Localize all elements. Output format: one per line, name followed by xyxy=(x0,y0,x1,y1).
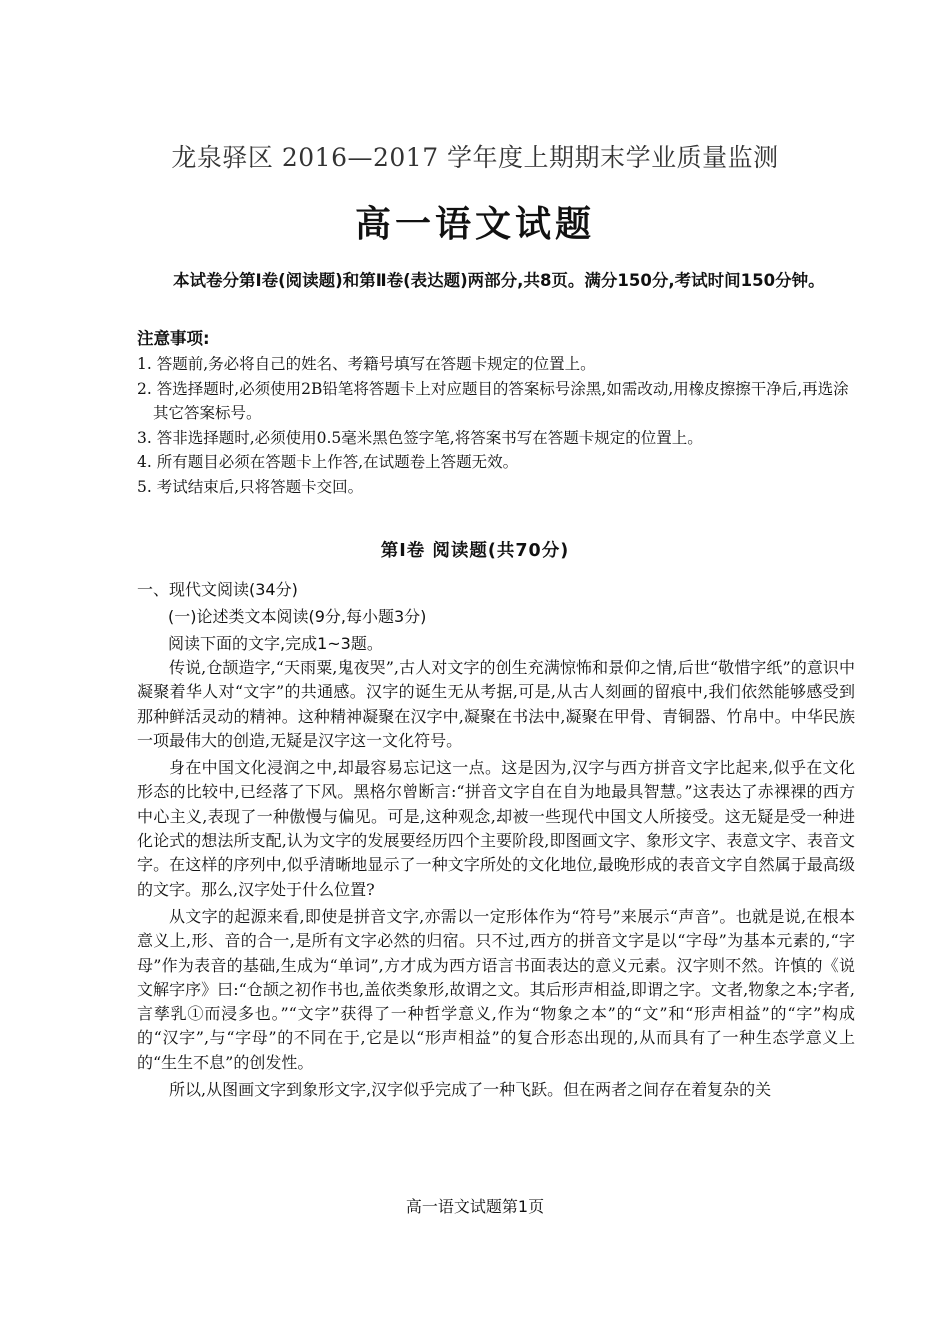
exam-header: 龙泉驿区 2016—2017 学年度上期期末学业质量监测 xyxy=(171,143,779,172)
page-title: 高一语文试题 xyxy=(354,204,595,245)
notes-item: 4. 所有题目必须在答题卡上作答,在试题卷上答题无效。 xyxy=(137,453,519,471)
paragraph: 身在中国文化浸润之中,却最容易忘记这一点。这是因为,汉字与西方拼音文字比起来,似乎在文化形态的比较中,已经落了下风。黑格尔曾断言:“拼音文字自在自为地最具智慧。”这表达了赤裸裸的西方中心主义,表现了一种傲慢与偏见。可是,这种观念,却被一些现代中国文人所接受。这无疑是受一种进化论式的想法所支配,认为文字的发展要经历四个主要阶段,即图画文字、象形文字、表意文字、表音文字。在这样的序列中,似乎清晰地显示了一种文字所处的文化地位,最晚形成的表音文字自然属于最高级的文字。那么,汉字处于什么位置? xyxy=(137,758,855,899)
notes-item: 2. 答选择题时,必须使用2B铅笔将答题卡上对应题目的答案标号涂黑,如需改动,用橡皮擦擦干净后,再选涂其它答案标号。 xyxy=(137,379,849,422)
exam-intro: 本试卷分第Ⅰ卷(阅读题)和第Ⅱ卷(表达题)两部分,共8页。满分150分,考试时间150分钟。 xyxy=(173,271,825,290)
instruction: 阅读下面的文字,完成1~3题。 xyxy=(168,634,383,653)
notes-heading: 注意事项: xyxy=(137,329,210,348)
paragraph: 所以,从图画文字到象形文字,汉字似乎完成了一种飞跃。但在两者之间存在着复杂的关 xyxy=(169,1080,772,1100)
section-title: 第Ⅰ卷 阅读题(共70分) xyxy=(380,541,570,561)
sub-heading: (一)论述类文本阅读(9分,每小题3分) xyxy=(168,607,427,626)
notes-list xyxy=(137,352,855,499)
page-footer: 高一语文试题第1页 xyxy=(405,1197,545,1216)
question-heading: 一、现代文阅读(34分) xyxy=(137,580,298,599)
paragraph: 从文字的起源来看,即使是拼音文字,亦需以一定形体作为“符号”来展示“声音”。也就是说,在根本意义上,形、音的合一,是所有文字必然的归宿。只不过,西方的拼音文字是以“字母”为基本元素的,“字母”作为表音的基础,生成为“单词”,方才成为西方语言书面表达的意义元素。汉字则不然。许慎的《说文解字序》曰:“仓颉之初作书也,盖依类象形,故谓之文。其后形声相益,即谓之字。文者,物象之本;字者,言孳乳①而浸多也。”“文字”获得了一种哲学意义,作为“物象之本”的“文”和“形声相益”的“字”构成的“汉字”,与“字母”的不同在于,它是以“形声相益”的复合形态出现的,从而具有了一种生态学意义上的“生生不息”的创发性。 xyxy=(137,906,855,1072)
notes-item: 3. 答非选择题时,必须使用0.5毫米黑色签字笔,将答案书写在答题卡规定的位置上。 xyxy=(137,428,703,447)
paragraph: 传说,仓颉造字,“天雨粟,鬼夜哭”,古人对文字的创生充满惊怖和景仰之情,后世“敬惜字纸”的意识中凝聚着华人对“文字”的共通感。汉字的诞生无从考据,可是,从古人刻画的留痕中,我们依然能够感受到那种鲜活灵动的精神。这种精神凝聚在汉字中,凝聚在书法中,凝聚在甲骨、青铜器、竹帛中。中华民族一项最伟大的创造,无疑是汉字这一文化符号。 xyxy=(137,658,855,750)
reading-passage xyxy=(137,656,855,1102)
notes-item: 1. 答题前,务必将自己的姓名、考籍号填写在答题卡规定的位置上。 xyxy=(137,355,596,373)
notes-item: 5. 考试结束后,只将答题卡交回。 xyxy=(137,477,364,496)
